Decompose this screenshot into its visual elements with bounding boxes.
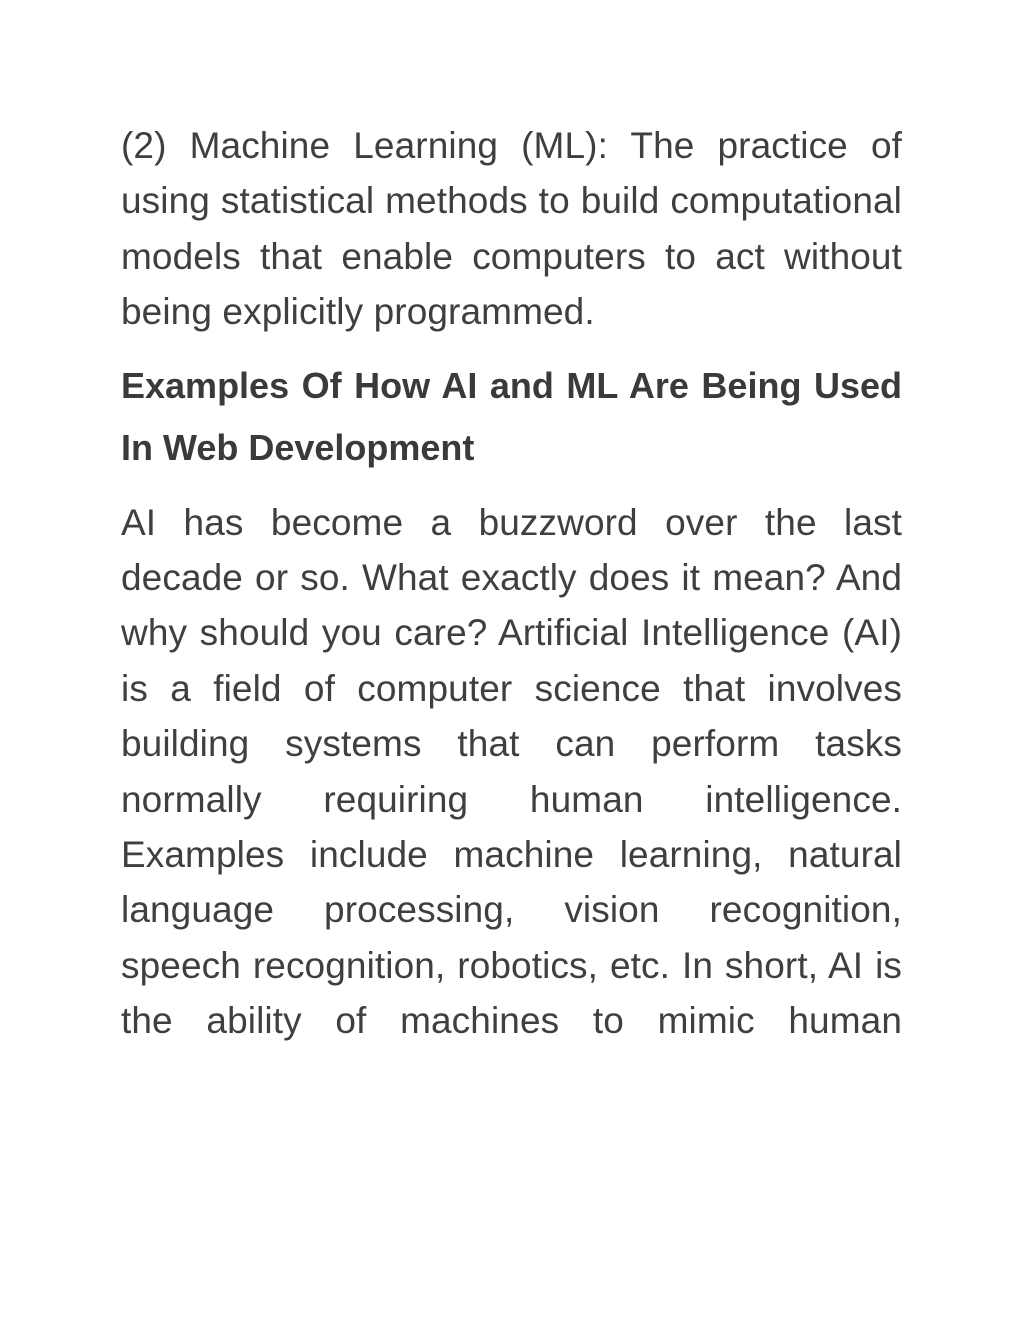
document-page — [121, 118, 902, 1049]
paragraph-machine-learning-definition: (2) Machine Learning (ML): The practice of using statistical methods to build computational models that enable computers to act without being explicitly programmed. — [121, 125, 902, 333]
section-heading: Examples Of How AI and ML Are Being Used In Web Development — [121, 364, 902, 468]
paragraph-ai-overview: AI has become a buzzword over the last decade or so. What exactly does it mean? And why should you care? Artificial Intelligence (AI) is a field of computer science that involves building systems that can perform tasks normally requiring human intelligence. Examples include machine learning, natural language processing, vision recognition, speech recognition, robotics, etc. In short, AI is the ability of machines to mimic human — [121, 501, 902, 1042]
